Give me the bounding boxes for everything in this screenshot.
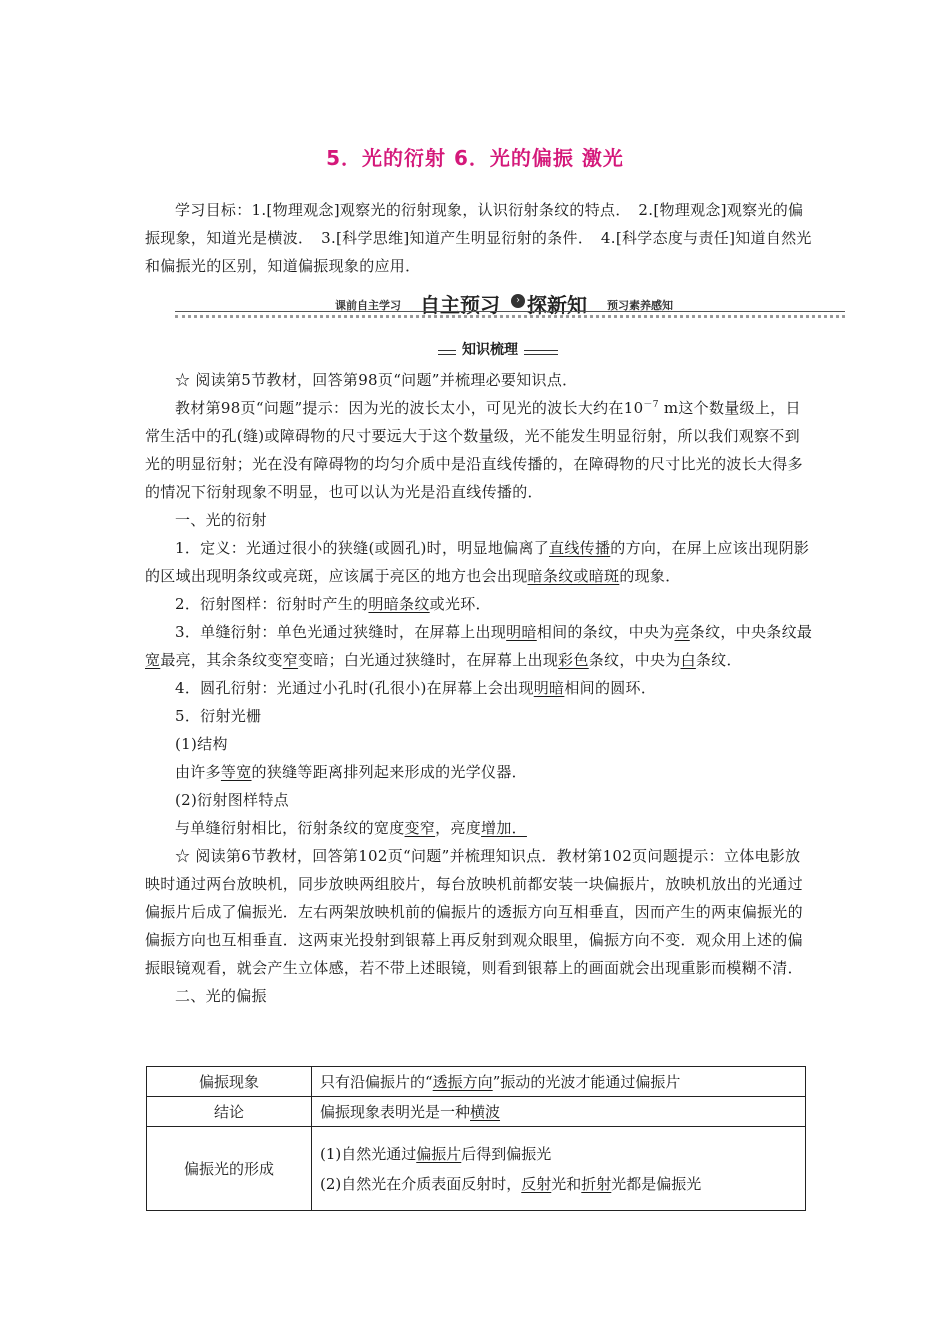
banner-arrow-icon: › — [511, 294, 525, 308]
p3-text-e: 变暗；白光通过狭缝时，在屏幕上出现 — [298, 651, 559, 669]
hint1-text-a: 教材第98页“问题”提示：因为光的波长太小，可见光的波长大约在10 — [175, 399, 644, 417]
circular-hole-paragraph — [145, 674, 815, 702]
grating-pattern-heading: (2)衍射图样特点 — [175, 791, 289, 809]
grating-structure-text — [145, 758, 815, 786]
r3-l2-answer-2: 折射 — [581, 1174, 612, 1193]
p4-text-a: 4．圆孔衍射：光通过小孔时(孔很小)在屏幕上会出现 — [175, 679, 534, 697]
table-cell — [312, 1127, 806, 1211]
p52-answer-2: 增加． — [481, 819, 527, 837]
banner-left-label: 课前自主学习 — [335, 299, 401, 312]
grating-pattern-text — [145, 814, 815, 842]
p4-text-b: 相间的圆环． — [564, 679, 657, 697]
table-row — [147, 1127, 806, 1211]
r2-answer: 横波 — [470, 1103, 501, 1121]
grating-heading: 5．衍射光栅 — [175, 707, 262, 725]
p3-text-g: 条纹． — [695, 651, 742, 669]
r1-answer: 透振方向 — [432, 1073, 493, 1091]
r1-text-a: 只有沿偏振片的“ — [320, 1073, 433, 1091]
reading-prompt-2: ☆ 阅读第6节教材，回答第102页“问题”并梳理知识点．教材第102页问题提示：立体电影放映时通过两台放映机，同步放映两组胶片，每台放映机前都安装一块偏振片，放映机放出的光通过偏振片后成了偏振光．左右两架放映机前的偏振片的透振方向互相垂直，因而产生的两束偏振光的偏振方向也互相垂直．这两束光投射到银幕上再反射到观众眼里，偏振方向不变．观众用上述的偏振眼镜观看，就会产生立体感，若不带上述眼镜，则看到银幕上的画面就会出现重影而模糊不清． — [145, 847, 803, 977]
p52-text-a: 与单缝衍射相比，衍射条纹的宽度 — [175, 819, 405, 837]
section-tag — [438, 340, 558, 360]
p4-answer-1: 明暗 — [533, 679, 565, 697]
polarization-table — [146, 1066, 806, 1211]
table-cell — [312, 1097, 806, 1127]
table-header-cell: 结论 — [147, 1097, 312, 1127]
p1-text-c: 的现象． — [619, 567, 681, 585]
r3-l1-answer: 偏振片 — [416, 1144, 462, 1163]
r3-l2-text-b: 光和 — [551, 1174, 582, 1193]
learning-objectives: 学习目标：1.[物理观念]观察光的衍射现象，认识衍射条纹的特点． 2.[物理观念]观察光的偏振现象，知道光是横波． 3.[科学思维]知道产生明显衍射的条件． 4.[科学态度与责任]知道自然光和偏振光的区别，知道偏振现象的应用． — [145, 201, 812, 275]
section-tag-label: 知识梳理 — [456, 340, 524, 360]
reading-prompt-1: ☆ 阅读第5节教材，回答第98页“问题”并梳理必要知识点． — [175, 371, 578, 389]
r1-text-b: ”振动的光波才能通过偏振片 — [492, 1073, 681, 1091]
r3-line-1 — [320, 1139, 797, 1169]
banner-dotted-rule — [175, 315, 845, 318]
hint1-text-b: m这个数量级上，日常生活中的孔(缝)或障碍物的尺寸要远大于这个数量级，光不能发生明显衍射，所以我们观察不到光的明显衍射；光在没有障碍物的均匀介质中是沿直线传播的，在障碍物的尺寸比光的波长大得多的情况下衍射现象不明显，也可以认为光是沿直线传播的． — [145, 399, 803, 501]
p2-text-b: 或光环． — [429, 595, 491, 613]
banner-main-a: 自主预习 — [420, 293, 500, 317]
hint-paragraph-1 — [145, 394, 815, 506]
p1-text-a: 1．定义：光通过很小的狭缝(或圆孔)时，明显地偏离了 — [175, 539, 550, 557]
section2-heading: 二、光的偏振 — [175, 987, 267, 1005]
p52-text-b: ，亮度 — [435, 819, 482, 837]
p3-text-b: 相间的条纹，中央为 — [536, 623, 675, 641]
p3-text-d: 最亮，其余条纹变 — [160, 651, 283, 669]
table-cell — [312, 1067, 806, 1097]
body-block — [145, 366, 815, 1010]
single-slit-paragraph — [145, 618, 815, 674]
r3-line-2 — [320, 1169, 797, 1199]
pattern-paragraph — [145, 590, 815, 618]
r3-l2-answer-1: 反射 — [521, 1174, 552, 1193]
hint1-exponent: －7 — [643, 400, 659, 410]
table-row — [147, 1067, 806, 1097]
p51-answer-1: 等宽 — [220, 763, 252, 781]
r3-l2-text-a: (2)自然光在介质表面反射时， — [320, 1174, 522, 1193]
banner-rule — [175, 311, 845, 312]
r3-l2-text-c: 光都是偏振光 — [611, 1174, 702, 1193]
p2-text-a: 2．衍射图样：衍射时产生的 — [175, 595, 369, 613]
p51-text-a: 由许多 — [175, 763, 221, 781]
p1-answer-2: 暗条纹或暗斑 — [527, 567, 620, 585]
banner-main-b: 探新知 — [527, 293, 587, 317]
p3-text-a: 3．单缝衍射：单色光通过狭缝时，在屏幕上出现 — [175, 623, 507, 641]
table-row — [147, 1097, 806, 1127]
page-title: 5．光的衍射 6．光的偏振 激光 — [326, 146, 624, 170]
r3-l1-text-b: 后得到偏振光 — [461, 1144, 552, 1163]
p2-answer-1: 明暗条纹 — [368, 595, 430, 613]
objectives-block — [145, 196, 815, 280]
banner-right-label: 预习素养感知 — [607, 299, 673, 312]
section-banner — [175, 287, 845, 321]
p51-text-b: 的狭缝等距离排列起来形成的光学仪器． — [251, 763, 527, 781]
grating-structure-heading: (1)结构 — [175, 735, 228, 753]
p3-answer-2: 亮 — [674, 623, 690, 641]
r3-l1-text-a: (1)自然光通过 — [320, 1144, 417, 1163]
p3-text-c: 条纹，中央条纹最 — [689, 623, 813, 641]
p52-answer-1: 变窄 — [404, 819, 436, 837]
p3-answer-5: 彩色 — [558, 651, 589, 669]
table-header-cell: 偏振现象 — [147, 1067, 312, 1097]
p3-answer-1: 明暗 — [506, 623, 537, 641]
definition-paragraph — [145, 534, 815, 590]
p3-answer-6: 白 — [680, 651, 696, 669]
table-header-cell: 偏振光的形成 — [147, 1127, 312, 1211]
r2-text-a: 偏振现象表明光是一种 — [320, 1103, 471, 1121]
p1-text-b: 的方向，在屏上应该出现阴影的区域出现明条纹或亮斑，应该属于亮区的地方也会出现 — [145, 539, 810, 585]
p3-answer-4: 窄 — [282, 651, 299, 669]
p1-answer-1: 直线传播 — [549, 539, 611, 557]
section1-heading: 一、光的衍射 — [175, 511, 267, 529]
p3-text-f: 条纹，中央为 — [588, 651, 681, 669]
p3-answer-3: 宽 — [145, 651, 161, 669]
